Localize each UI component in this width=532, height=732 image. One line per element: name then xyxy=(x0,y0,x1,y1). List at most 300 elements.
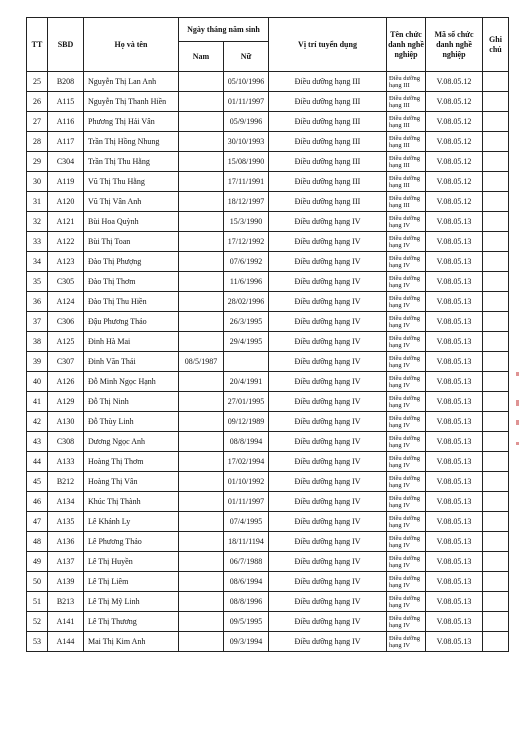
cell-tt: 32 xyxy=(27,212,48,232)
cell-sbd: C306 xyxy=(48,312,84,332)
header-dob: Ngày tháng năm sinh xyxy=(179,18,269,42)
cell-name: Dương Ngọc Anh xyxy=(84,432,179,452)
cell-dob-female: 20/4/1991 xyxy=(224,372,269,392)
cell-name: Đỗ Thùy Linh xyxy=(84,412,179,432)
cell-note xyxy=(483,92,509,112)
cell-dob-female: 09/5/1995 xyxy=(224,612,269,632)
cell-sbd: A139 xyxy=(48,572,84,592)
cell-position: Điều dưỡng hạng III xyxy=(269,112,387,132)
cell-position: Điều dưỡng hạng IV xyxy=(269,432,387,452)
cell-note xyxy=(483,272,509,292)
cell-note xyxy=(483,292,509,312)
cell-tt: 27 xyxy=(27,112,48,132)
cell-dob-female: 17/12/1992 xyxy=(224,232,269,252)
cell-dob-female: 11/6/1996 xyxy=(224,272,269,292)
cell-note xyxy=(483,632,509,652)
cell-dob-male xyxy=(179,112,224,132)
cell-dob-male xyxy=(179,612,224,632)
cell-tt: 30 xyxy=(27,172,48,192)
cell-name: Đào Thị Phượng xyxy=(84,252,179,272)
cell-name: Lê Khánh Ly xyxy=(84,512,179,532)
cell-position: Điều dưỡng hạng IV xyxy=(269,572,387,592)
cell-tt: 31 xyxy=(27,192,48,212)
cell-dob-female: 05/9/1996 xyxy=(224,112,269,132)
cell-dob-female: 05/10/1996 xyxy=(224,72,269,92)
scan-edge-marks xyxy=(516,372,522,452)
cell-note xyxy=(483,352,509,372)
table-row xyxy=(27,572,509,592)
cell-note xyxy=(483,192,509,212)
cell-dob-female: 15/08/1990 xyxy=(224,152,269,172)
cell-sbd: A137 xyxy=(48,552,84,572)
table-row xyxy=(27,332,509,352)
table-row xyxy=(27,492,509,512)
cell-dob-male xyxy=(179,232,224,252)
cell-name: Bùi Thị Toan xyxy=(84,232,179,252)
cell-sbd: A124 xyxy=(48,292,84,312)
cell-name: Lê Thị Thương xyxy=(84,612,179,632)
cell-sbd: B208 xyxy=(48,72,84,92)
cell-dob-female: 15/3/1990 xyxy=(224,212,269,232)
cell-title: Điều dưỡng hạng IV xyxy=(387,352,426,372)
table-row xyxy=(27,92,509,112)
cell-position: Điều dưỡng hạng IV xyxy=(269,452,387,472)
cell-name: Trần Thị Thu Hằng xyxy=(84,152,179,172)
cell-dob-female: 07/4/1995 xyxy=(224,512,269,532)
cell-dob-male: 08/5/1987 xyxy=(179,352,224,372)
cell-dob-male xyxy=(179,292,224,312)
cell-sbd: A117 xyxy=(48,132,84,152)
cell-tt: 41 xyxy=(27,392,48,412)
cell-dob-male xyxy=(179,252,224,272)
cell-position: Điều dưỡng hạng IV xyxy=(269,632,387,652)
cell-code: V.08.05.13 xyxy=(426,312,483,332)
cell-code: V.08.05.12 xyxy=(426,112,483,132)
cell-position: Điều dưỡng hạng IV xyxy=(269,232,387,252)
table-row xyxy=(27,252,509,272)
cell-code: V.08.05.12 xyxy=(426,192,483,212)
table-row xyxy=(27,272,509,292)
cell-name: Trần Thị Hồng Nhung xyxy=(84,132,179,152)
cell-dob-male xyxy=(179,452,224,472)
cell-note xyxy=(483,392,509,412)
cell-note xyxy=(483,72,509,92)
cell-name: Hoàng Thị Thơm xyxy=(84,452,179,472)
cell-name: Lê Thị Liêm xyxy=(84,572,179,592)
cell-sbd: A129 xyxy=(48,392,84,412)
cell-sbd: C307 xyxy=(48,352,84,372)
cell-position: Điều dưỡng hạng IV xyxy=(269,472,387,492)
cell-tt: 40 xyxy=(27,372,48,392)
cell-name: Phương Thị Hải Vân xyxy=(84,112,179,132)
cell-name: Lê Phương Thảo xyxy=(84,532,179,552)
cell-dob-female: 30/10/1993 xyxy=(224,132,269,152)
cell-note xyxy=(483,432,509,452)
cell-tt: 51 xyxy=(27,592,48,612)
cell-note xyxy=(483,492,509,512)
cell-dob-male xyxy=(179,552,224,572)
cell-dob-male xyxy=(179,332,224,352)
cell-code: V.08.05.13 xyxy=(426,612,483,632)
cell-sbd: A116 xyxy=(48,112,84,132)
cell-sbd: A135 xyxy=(48,512,84,532)
cell-dob-female xyxy=(224,352,269,372)
cell-dob-female: 18/11/1194 xyxy=(224,532,269,552)
cell-note xyxy=(483,592,509,612)
cell-sbd: A123 xyxy=(48,252,84,272)
cell-code: V.08.05.13 xyxy=(426,532,483,552)
cell-sbd: A144 xyxy=(48,632,84,652)
cell-title: Điều dưỡng hạng III xyxy=(387,112,426,132)
cell-code: V.08.05.13 xyxy=(426,272,483,292)
cell-position: Điều dưỡng hạng IV xyxy=(269,272,387,292)
cell-sbd: A141 xyxy=(48,612,84,632)
cell-code: V.08.05.13 xyxy=(426,492,483,512)
table-row xyxy=(27,132,509,152)
cell-code: V.08.05.12 xyxy=(426,172,483,192)
cell-name: Đinh Văn Thái xyxy=(84,352,179,372)
cell-position: Điều dưỡng hạng IV xyxy=(269,592,387,612)
table-row xyxy=(27,452,509,472)
cell-position: Điều dưỡng hạng III xyxy=(269,192,387,212)
cell-dob-male xyxy=(179,532,224,552)
table-row xyxy=(27,392,509,412)
cell-note xyxy=(483,132,509,152)
table-row xyxy=(27,432,509,452)
cell-code: V.08.05.12 xyxy=(426,152,483,172)
cell-title: Điều dưỡng hạng IV xyxy=(387,312,426,332)
cell-dob-female: 17/11/1991 xyxy=(224,172,269,192)
cell-position: Điều dưỡng hạng IV xyxy=(269,552,387,572)
cell-tt: 53 xyxy=(27,632,48,652)
cell-code: V.08.05.13 xyxy=(426,332,483,352)
cell-note xyxy=(483,172,509,192)
cell-code: V.08.05.13 xyxy=(426,412,483,432)
cell-sbd: A122 xyxy=(48,232,84,252)
header-code: Mã số chức danh nghề nghiệp xyxy=(426,18,483,72)
cell-position: Điều dưỡng hạng III xyxy=(269,72,387,92)
cell-sbd: A125 xyxy=(48,332,84,352)
table-row xyxy=(27,512,509,532)
cell-code: V.08.05.13 xyxy=(426,252,483,272)
cell-dob-male xyxy=(179,312,224,332)
cell-name: Lê Thị Mỹ Linh xyxy=(84,592,179,612)
cell-tt: 38 xyxy=(27,332,48,352)
cell-position: Điều dưỡng hạng III xyxy=(269,132,387,152)
cell-tt: 39 xyxy=(27,352,48,372)
cell-tt: 25 xyxy=(27,72,48,92)
cell-note xyxy=(483,612,509,632)
table-row xyxy=(27,292,509,312)
cell-dob-female: 08/6/1994 xyxy=(224,572,269,592)
scan-mark xyxy=(516,442,519,445)
cell-dob-male xyxy=(179,632,224,652)
cell-code: V.08.05.13 xyxy=(426,232,483,252)
cell-code: V.08.05.13 xyxy=(426,572,483,592)
cell-dob-female: 08/8/1996 xyxy=(224,592,269,612)
table-row xyxy=(27,472,509,492)
cell-dob-female: 07/6/1992 xyxy=(224,252,269,272)
cell-dob-male xyxy=(179,152,224,172)
cell-dob-male xyxy=(179,272,224,292)
cell-sbd: A134 xyxy=(48,492,84,512)
cell-dob-male xyxy=(179,572,224,592)
scan-mark xyxy=(516,372,519,376)
cell-code: V.08.05.13 xyxy=(426,632,483,652)
cell-sbd: A126 xyxy=(48,372,84,392)
cell-code: V.08.05.12 xyxy=(426,92,483,112)
cell-code: V.08.05.13 xyxy=(426,372,483,392)
cell-code: V.08.05.13 xyxy=(426,452,483,472)
table-row xyxy=(27,612,509,632)
cell-sbd: B212 xyxy=(48,472,84,492)
table-row xyxy=(27,532,509,552)
header-position: Vị trí tuyển dụng xyxy=(269,18,387,72)
cell-position: Điều dưỡng hạng IV xyxy=(269,292,387,312)
cell-name: Nguyễn Thị Lan Anh xyxy=(84,72,179,92)
table-row xyxy=(27,352,509,372)
cell-title: Điều dưỡng hạng IV xyxy=(387,512,426,532)
cell-name: Đỗ Thị Ninh xyxy=(84,392,179,412)
cell-tt: 29 xyxy=(27,152,48,172)
cell-dob-male xyxy=(179,412,224,432)
cell-name: Đào Thị Thu Hiền xyxy=(84,292,179,312)
cell-position: Điều dưỡng hạng IV xyxy=(269,352,387,372)
cell-dob-female: 09/3/1994 xyxy=(224,632,269,652)
cell-dob-female: 27/01/1995 xyxy=(224,392,269,412)
cell-dob-female: 01/10/1992 xyxy=(224,472,269,492)
cell-dob-female: 26/3/1995 xyxy=(224,312,269,332)
cell-note xyxy=(483,572,509,592)
cell-position: Điều dưỡng hạng IV xyxy=(269,512,387,532)
cell-dob-female: 28/02/1996 xyxy=(224,292,269,312)
table-row xyxy=(27,632,509,652)
cell-dob-male xyxy=(179,372,224,392)
cell-code: V.08.05.12 xyxy=(426,72,483,92)
cell-sbd: A115 xyxy=(48,92,84,112)
cell-title: Điều dưỡng hạng III xyxy=(387,92,426,112)
cell-name: Đinh Hà Mai xyxy=(84,332,179,352)
table-row xyxy=(27,152,509,172)
cell-name: Mai Thị Kim Anh xyxy=(84,632,179,652)
cell-position: Điều dưỡng hạng IV xyxy=(269,392,387,412)
cell-tt: 35 xyxy=(27,272,48,292)
cell-tt: 49 xyxy=(27,552,48,572)
table-row xyxy=(27,372,509,392)
scan-mark xyxy=(516,400,519,406)
cell-sbd: B213 xyxy=(48,592,84,612)
table-row xyxy=(27,192,509,212)
cell-sbd: C304 xyxy=(48,152,84,172)
cell-tt: 26 xyxy=(27,92,48,112)
cell-title: Điều dưỡng hạng IV xyxy=(387,412,426,432)
cell-title: Điều dưỡng hạng IV xyxy=(387,532,426,552)
cell-sbd: A120 xyxy=(48,192,84,212)
cell-code: V.08.05.13 xyxy=(426,352,483,372)
cell-note xyxy=(483,452,509,472)
cell-title: Điều dưỡng hạng IV xyxy=(387,332,426,352)
cell-code: V.08.05.13 xyxy=(426,432,483,452)
cell-title: Điều dưỡng hạng IV xyxy=(387,392,426,412)
cell-title: Điều dưỡng hạng IV xyxy=(387,472,426,492)
cell-code: V.08.05.13 xyxy=(426,552,483,572)
cell-title: Điều dưỡng hạng III xyxy=(387,152,426,172)
header-sbd: SBD xyxy=(48,18,84,72)
cell-title: Điều dưỡng hạng IV xyxy=(387,372,426,392)
cell-name: Đậu Phương Thảo xyxy=(84,312,179,332)
cell-dob-male xyxy=(179,512,224,532)
header-title: Tên chức danh nghề nghiệp xyxy=(387,18,426,72)
cell-note xyxy=(483,112,509,132)
cell-sbd: C305 xyxy=(48,272,84,292)
table-row xyxy=(27,412,509,432)
cell-name: Nguyễn Thị Thanh Hiền xyxy=(84,92,179,112)
cell-tt: 47 xyxy=(27,512,48,532)
cell-title: Điều dưỡng hạng IV xyxy=(387,612,426,632)
table-row xyxy=(27,592,509,612)
cell-sbd: A136 xyxy=(48,532,84,552)
cell-position: Điều dưỡng hạng IV xyxy=(269,412,387,432)
cell-note xyxy=(483,332,509,352)
cell-dob-male xyxy=(179,472,224,492)
cell-tt: 42 xyxy=(27,412,48,432)
cell-sbd: A130 xyxy=(48,412,84,432)
cell-dob-male xyxy=(179,592,224,612)
cell-title: Điều dưỡng hạng IV xyxy=(387,212,426,232)
cell-name: Khúc Thị Thành xyxy=(84,492,179,512)
cell-position: Điều dưỡng hạng IV xyxy=(269,532,387,552)
cell-code: V.08.05.13 xyxy=(426,472,483,492)
table-row xyxy=(27,72,509,92)
cell-sbd: A121 xyxy=(48,212,84,232)
cell-name: Lê Thị Huyền xyxy=(84,552,179,572)
cell-position: Điều dưỡng hạng IV xyxy=(269,252,387,272)
header-tt: TT xyxy=(27,18,48,72)
cell-dob-male xyxy=(179,132,224,152)
cell-tt: 52 xyxy=(27,612,48,632)
cell-position: Điều dưỡng hạng IV xyxy=(269,332,387,352)
cell-tt: 28 xyxy=(27,132,48,152)
cell-name: Vũ Thị Vân Anh xyxy=(84,192,179,212)
cell-dob-female: 01/11/1997 xyxy=(224,492,269,512)
cell-dob-female: 08/8/1994 xyxy=(224,432,269,452)
cell-position: Điều dưỡng hạng III xyxy=(269,92,387,112)
cell-code: V.08.05.12 xyxy=(426,132,483,152)
cell-name: Vũ Thị Thu Hằng xyxy=(84,172,179,192)
cell-tt: 50 xyxy=(27,572,48,592)
cell-tt: 34 xyxy=(27,252,48,272)
table-row xyxy=(27,312,509,332)
cell-title: Điều dưỡng hạng III xyxy=(387,132,426,152)
cell-note xyxy=(483,212,509,232)
table-row xyxy=(27,552,509,572)
cell-dob-male xyxy=(179,432,224,452)
table-row xyxy=(27,212,509,232)
cell-tt: 48 xyxy=(27,532,48,552)
cell-code: V.08.05.13 xyxy=(426,592,483,612)
table-body xyxy=(27,72,509,652)
cell-name: Bùi Hoa Quỳnh xyxy=(84,212,179,232)
cell-dob-male xyxy=(179,492,224,512)
cell-position: Điều dưỡng hạng III xyxy=(269,152,387,172)
cell-sbd: C308 xyxy=(48,432,84,452)
cell-note xyxy=(483,532,509,552)
header-female: Nữ xyxy=(224,42,269,72)
candidate-table xyxy=(26,17,509,652)
header-note: Ghi chú xyxy=(483,18,509,72)
cell-note xyxy=(483,252,509,272)
table-row xyxy=(27,112,509,132)
cell-dob-male xyxy=(179,212,224,232)
cell-title: Điều dưỡng hạng IV xyxy=(387,452,426,472)
header-name: Họ và tên xyxy=(84,18,179,72)
cell-dob-female: 17/02/1994 xyxy=(224,452,269,472)
cell-note xyxy=(483,152,509,172)
cell-name: Hoàng Thị Vân xyxy=(84,472,179,492)
cell-code: V.08.05.13 xyxy=(426,392,483,412)
cell-tt: 45 xyxy=(27,472,48,492)
cell-dob-male xyxy=(179,92,224,112)
cell-note xyxy=(483,372,509,392)
cell-name: Đào Thị Thơm xyxy=(84,272,179,292)
cell-position: Điều dưỡng hạng IV xyxy=(269,212,387,232)
cell-title: Điều dưỡng hạng IV xyxy=(387,252,426,272)
table-row xyxy=(27,232,509,252)
cell-tt: 44 xyxy=(27,452,48,472)
cell-note xyxy=(483,472,509,492)
cell-tt: 46 xyxy=(27,492,48,512)
cell-dob-female: 29/4/1995 xyxy=(224,332,269,352)
cell-note xyxy=(483,412,509,432)
cell-dob-female: 01/11/1997 xyxy=(224,92,269,112)
cell-title: Điều dưỡng hạng III xyxy=(387,172,426,192)
cell-name: Đỗ Minh Ngọc Hạnh xyxy=(84,372,179,392)
cell-position: Điều dưỡng hạng IV xyxy=(269,372,387,392)
cell-title: Điều dưỡng hạng IV xyxy=(387,492,426,512)
cell-tt: 37 xyxy=(27,312,48,332)
cell-position: Điều dưỡng hạng IV xyxy=(269,612,387,632)
cell-title: Điều dưỡng hạng IV xyxy=(387,232,426,252)
cell-dob-male xyxy=(179,72,224,92)
cell-position: Điều dưỡng hạng IV xyxy=(269,492,387,512)
cell-tt: 33 xyxy=(27,232,48,252)
cell-sbd: A133 xyxy=(48,452,84,472)
cell-code: V.08.05.13 xyxy=(426,212,483,232)
cell-title: Điều dưỡng hạng IV xyxy=(387,272,426,292)
cell-title: Điều dưỡng hạng IV xyxy=(387,292,426,312)
header-male: Nam xyxy=(179,42,224,72)
cell-note xyxy=(483,512,509,532)
cell-note xyxy=(483,552,509,572)
cell-position: Điều dưỡng hạng IV xyxy=(269,312,387,332)
cell-note xyxy=(483,312,509,332)
cell-code: V.08.05.13 xyxy=(426,512,483,532)
cell-code: V.08.05.13 xyxy=(426,292,483,312)
cell-dob-male xyxy=(179,172,224,192)
scan-mark xyxy=(516,420,519,425)
cell-title: Điều dưỡng hạng IV xyxy=(387,552,426,572)
cell-title: Điều dưỡng hạng IV xyxy=(387,632,426,652)
cell-title: Điều dưỡng hạng III xyxy=(387,72,426,92)
cell-dob-female: 06/7/1988 xyxy=(224,552,269,572)
cell-title: Điều dưỡng hạng IV xyxy=(387,432,426,452)
cell-dob-female: 09/12/1989 xyxy=(224,412,269,432)
cell-dob-female: 18/12/1997 xyxy=(224,192,269,212)
table-row xyxy=(27,172,509,192)
cell-title: Điều dưỡng hạng IV xyxy=(387,592,426,612)
cell-dob-male xyxy=(179,392,224,412)
cell-tt: 43 xyxy=(27,432,48,452)
